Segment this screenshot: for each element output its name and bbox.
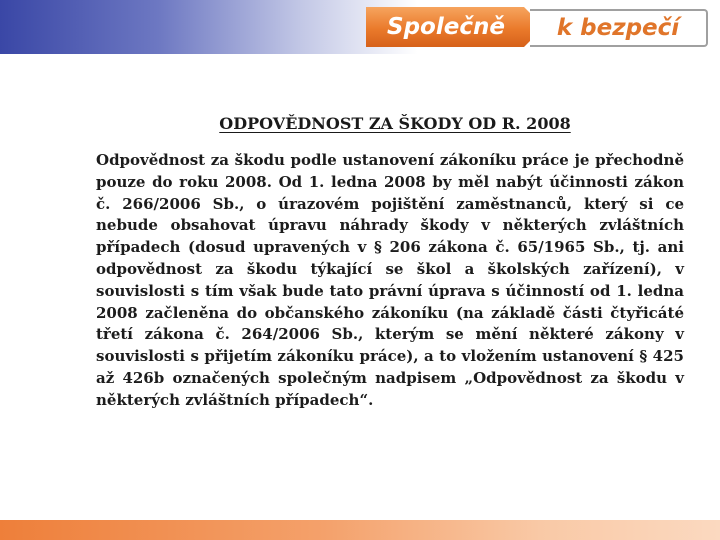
logo (366, 7, 710, 47)
logo-left-text: Společně (387, 14, 505, 40)
footer-band (0, 520, 720, 540)
page-title-text: ODPOVĚDNOST ZA ŠKODY OD R. 2008 (219, 114, 571, 133)
logo-right-text: k bezpečí (530, 9, 708, 47)
page-title (0, 114, 720, 133)
body-paragraph: Odpovědnost za škodu podle ustanovení zákoníku práce je přechodně pouze do roku 2008. Od 1. ledna 2008 by měl nabýt účinnosti zákon č. 266/2006 Sb., o úrazovém pojištění zaměstnanců, který si ce nebude obsahovat úpravu náhrady škody v některých zvláštních případech (dosud upravených v § 206 zákona č. 65/1965 Sb., tj. ani odpovědnost za škodu týkající se škol a školských zařízení), v souvislosti s tím však bude tato právní úprava s účinností od 1. ledna 2008 začleněna do občanského zákoníku (na základě části čtyřicáté třetí zákona č. 264/2006 Sb., kterým se mění některé zákony v souvislosti s přijetím zákoníku práce), a to vložením ustanovení § 425 až 426b označených společným nadpisem „Odpovědnost za škodu v některých zvláštních případech“. (96, 151, 684, 409)
